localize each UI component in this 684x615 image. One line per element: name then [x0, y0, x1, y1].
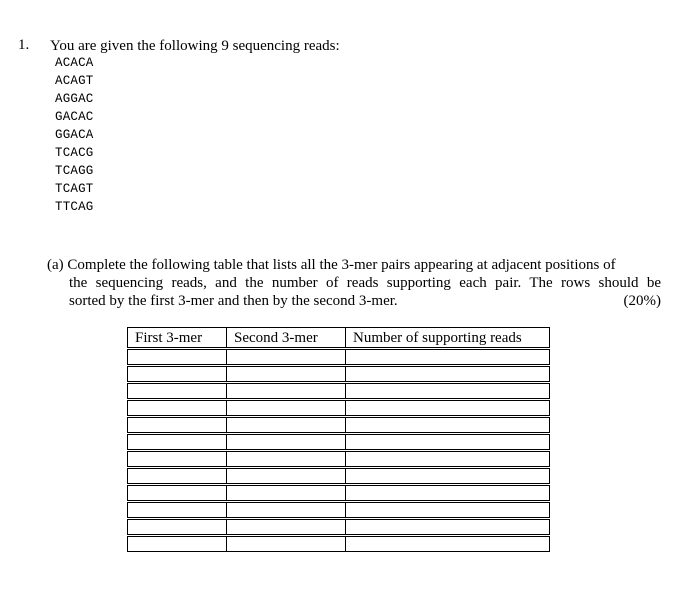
answer-table-header-row: [128, 328, 550, 349]
read-item: AGGAC: [55, 92, 94, 106]
read-item: ACAGT: [55, 74, 94, 88]
part-a-line-3: [47, 292, 661, 310]
cell-supporting-reads[interactable]: [346, 349, 550, 366]
table-row: [128, 468, 550, 485]
cell-first-3mer[interactable]: [128, 485, 227, 502]
read-item: GACAC: [55, 110, 94, 124]
table-row: [128, 502, 550, 519]
part-a-instructions: [47, 256, 661, 310]
cell-supporting-reads[interactable]: [346, 536, 550, 552]
cell-supporting-reads[interactable]: [346, 502, 550, 519]
cell-second-3mer[interactable]: [227, 519, 346, 536]
part-a-weight: (20%): [623, 293, 661, 309]
cell-first-3mer[interactable]: [128, 502, 227, 519]
table-row: [128, 366, 550, 383]
read-item: TCAGG: [55, 164, 94, 178]
read-item: TCAGT: [55, 182, 94, 196]
read-item: TCACG: [55, 146, 94, 160]
cell-supporting-reads[interactable]: [346, 451, 550, 468]
cell-second-3mer[interactable]: [227, 434, 346, 451]
table-row: [128, 536, 550, 552]
table-row: [128, 485, 550, 502]
cell-second-3mer[interactable]: [227, 451, 346, 468]
cell-supporting-reads[interactable]: [346, 383, 550, 400]
answer-table-body: [128, 349, 550, 552]
cell-supporting-reads[interactable]: [346, 434, 550, 451]
table-row: [128, 519, 550, 536]
cell-first-3mer[interactable]: [128, 468, 227, 485]
cell-first-3mer[interactable]: [128, 366, 227, 383]
cell-second-3mer[interactable]: [227, 349, 346, 366]
cell-supporting-reads[interactable]: [346, 468, 550, 485]
question-prompt: You are given the following 9 sequencing reads:: [50, 38, 340, 54]
question-number: 1.: [18, 37, 30, 53]
cell-second-3mer[interactable]: [227, 468, 346, 485]
part-a-line-2: the sequencing reads, and the number of reads supporting each pair. The rows should be: [69, 275, 661, 291]
cell-second-3mer[interactable]: [227, 485, 346, 502]
cell-supporting-reads[interactable]: [346, 366, 550, 383]
cell-supporting-reads[interactable]: [346, 485, 550, 502]
header-supporting-reads: Number of supporting reads: [346, 328, 550, 349]
part-a-line-3-text: sorted by the first 3-mer and then by the second 3-mer.: [69, 293, 398, 309]
sequencing-reads-list: [55, 55, 94, 217]
cell-second-3mer[interactable]: [227, 502, 346, 519]
cell-first-3mer[interactable]: [128, 400, 227, 417]
cell-first-3mer[interactable]: [128, 434, 227, 451]
cell-first-3mer[interactable]: [128, 349, 227, 366]
cell-first-3mer[interactable]: [128, 383, 227, 400]
cell-second-3mer[interactable]: [227, 383, 346, 400]
header-first-3mer: First 3-mer: [128, 328, 227, 349]
part-a-line-1: (a) Complete the following table that lists all the 3-mer pairs appearing at adjacent positions of: [47, 257, 616, 273]
cell-first-3mer[interactable]: [128, 519, 227, 536]
cell-second-3mer[interactable]: [227, 366, 346, 383]
cell-second-3mer[interactable]: [227, 417, 346, 434]
table-row: [128, 417, 550, 434]
cell-supporting-reads[interactable]: [346, 417, 550, 434]
table-row: [128, 383, 550, 400]
read-item: TTCAG: [55, 200, 94, 214]
cell-supporting-reads[interactable]: [346, 400, 550, 417]
cell-first-3mer[interactable]: [128, 417, 227, 434]
table-row: [128, 451, 550, 468]
table-row: [128, 434, 550, 451]
read-item: GGACA: [55, 128, 94, 142]
cell-second-3mer[interactable]: [227, 536, 346, 552]
cell-second-3mer[interactable]: [227, 400, 346, 417]
read-item: ACACA: [55, 56, 94, 70]
header-second-3mer: Second 3-mer: [227, 328, 346, 349]
table-row: [128, 400, 550, 417]
cell-first-3mer[interactable]: [128, 536, 227, 552]
cell-first-3mer[interactable]: [128, 451, 227, 468]
answer-table: [127, 327, 550, 552]
cell-supporting-reads[interactable]: [346, 519, 550, 536]
table-row: [128, 349, 550, 366]
